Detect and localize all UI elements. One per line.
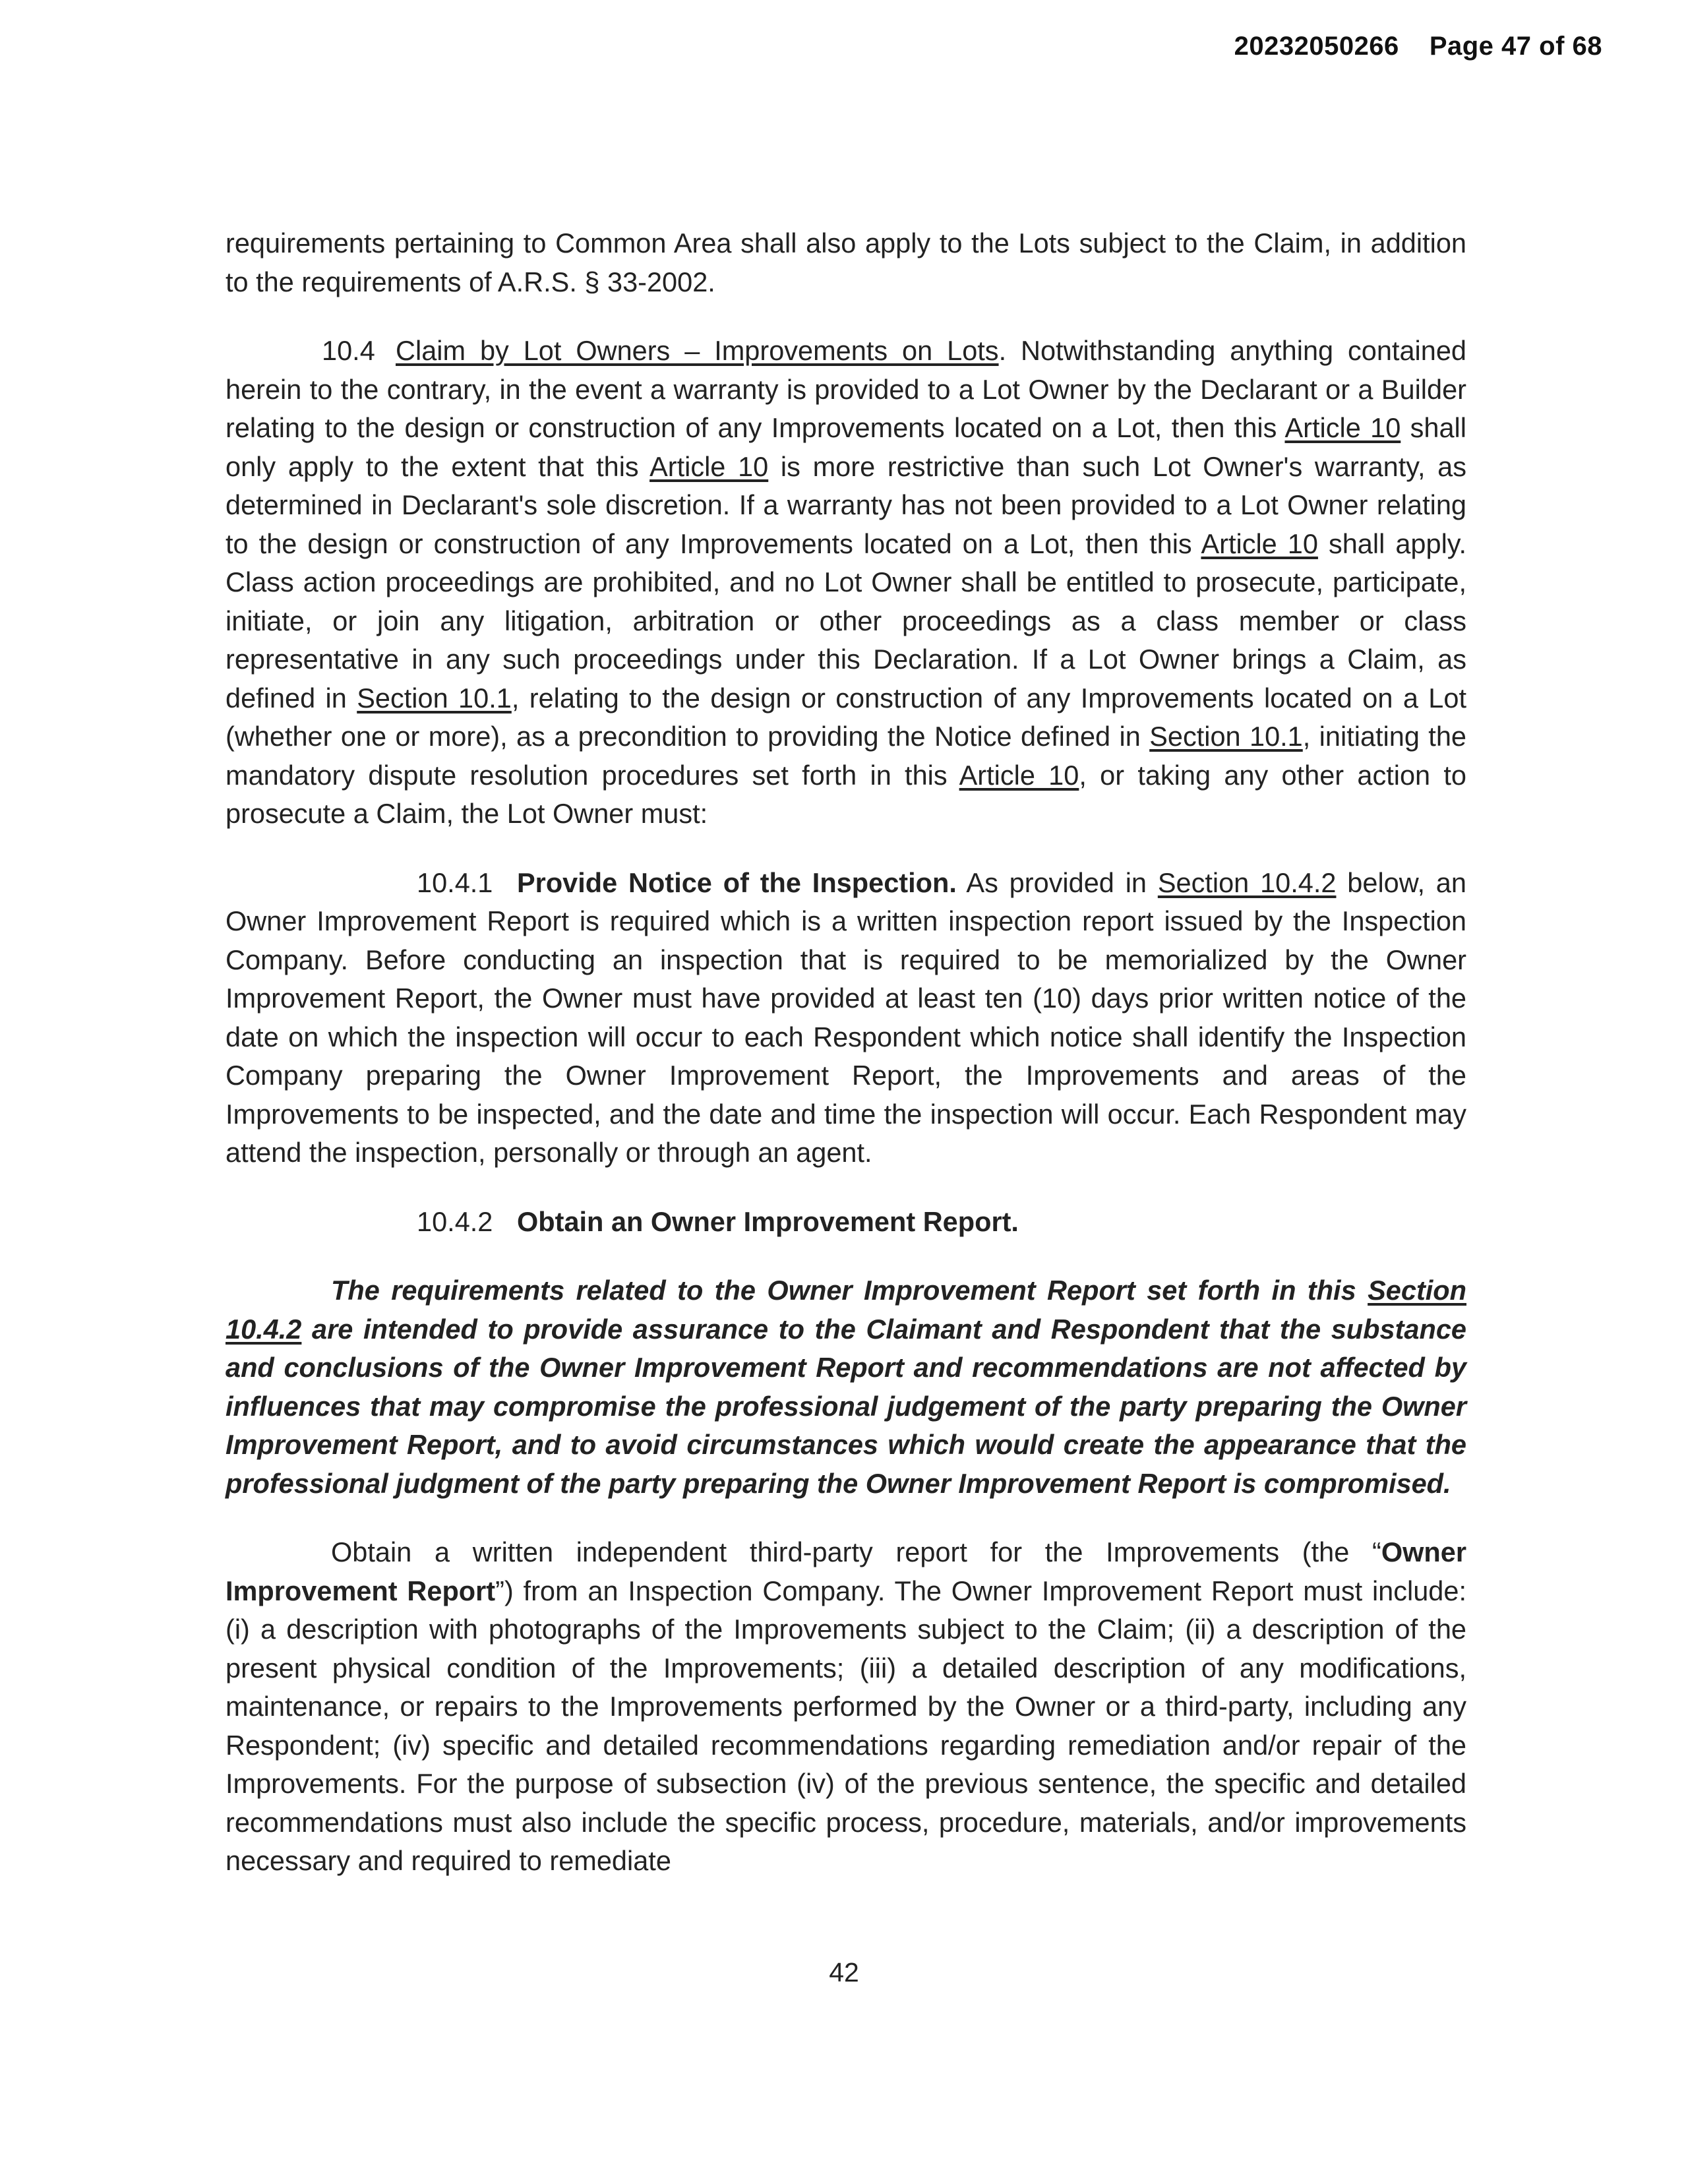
section-heading: Provide Notice of the Inspection. [517,866,957,898]
document-body [226,224,1466,1911]
article-reference: Article 10 [959,759,1079,791]
section-heading: Obtain an Owner Improvement Report. [517,1205,1019,1237]
section-number: 10.4.2 [417,1205,493,1237]
article-reference: Article 10 [1284,412,1401,443]
section-number: 10.4 [322,335,375,366]
section-heading: Claim by Lot Owners – Improvements on Lots [396,335,999,366]
defined-term: Owner Improvement Report [226,1536,1466,1606]
page-label: Page 47 of 68 [1429,32,1602,61]
section-reference: Section 10.1 [357,682,512,713]
section-10-4-2 [226,1203,1466,1242]
section-reference: Section 10.4.2 [1157,866,1337,898]
intent-statement: The requirements related to the Owner Improvement Report set forth in this Section 10.4.2 are intended to provide assurance to the Claimant and Respondent that the substance and conclusions of the Owner Improvement Report and recommendations are not affected by influences that may compromise the professional judgement of the party preparing the Owner Improvement Report, and to avoid circumstances which would create the appearance that the professional judgment of the party preparing the Owner Improvement Report is compromised. [226,1275,1466,1499]
section-number: 10.4.1 [417,866,493,898]
record-number: 20232050266 [1234,32,1399,61]
page-number: 42 [829,1957,859,1987]
paragraph-continuation: requirements pertaining to Common Area shall also apply to the Lots subject to the Claim, in addition to the requirements of A.R.S. § 33-2002. [226,228,1466,297]
section-10-4-1: 10.4.1 Provide Notice of the Inspection. As provided in Section 10.4.2 below, an Owner Improvement Report is required which is a written inspection report issued by the Inspection Company. Before conducting an inspection that is required to be memorialized by the Owner Improvement Report, the Owner must have provided at least ten (10) days prior written notice of the date on which the inspection will occur to each Respondent which notice shall identify the Inspection Company preparing the Owner Improvement Report, the Improvements and areas of the Improvements to be inspected, and the date and time the inspection will occur. Each Respondent may attend the inspection, personally or through an agent. [226,864,1466,1172]
obtain-report-paragraph: Obtain a written independent third-party report for the Improvements (the “Owner Improvement Report”) from an Inspection Company. The Owner Improvement Report must include: (i) a description with photographs of the Improvements subject to the Claim; (ii) a description of the present physical condition of the Improvements; (iii) a detailed description of any modifications, maintenance, or repairs to the Improvements performed by the Owner or a third-party, including any Respondent; (iv) specific and detailed recommendations regarding remediation and/or repair of the Improvements. For the purpose of subsection (iv) of the previous sentence, the specific and detailed recommendations must also include the specific process, procedure, materials, and/or improvements necessary and required to remediate [226,1536,1466,1876]
section-reference: Section 10.1 [1149,721,1303,752]
article-reference: Article 10 [649,450,769,482]
article-reference: Article 10 [1201,528,1318,559]
section-10-4: 10.4 Claim by Lot Owners – Improvements on Lots. Notwithstanding anything contained herein to the contrary, in the event a warranty is provided to a Lot Owner by the Declarant or a Builder relating to the design or construction of any Improvements located on a Lot, then this Article 10 shall only apply to the extent that this Article 10 is more restrictive than such Lot Owner's warranty, as determined in Declarant's sole discretion. If a warranty has not been provided to a Lot Owner relating to the design or construction of any Improvements located on a Lot, then this Article 10 shall apply. Class action proceedings are prohibited, and no Lot Owner shall be entitled to prosecute, participate, initiate, or join any litigation, arbitration or other proceedings as a class member or class representative in any such proceedings under this Declaration. If a Lot Owner brings a Claim, as defined in Section 10.1, relating to the design or construction of any Improvements located on a Lot (whether one or more), as a precondition to providing the Notice defined in Section 10.1, initiating the mandatory dispute resolution procedures set forth in this Article 10, or taking any other action to prosecute a Claim, the Lot Owner must: [226,332,1466,834]
recording-header [1234,32,1602,61]
section-reference: Section 10.4.2 [226,1275,1466,1345]
